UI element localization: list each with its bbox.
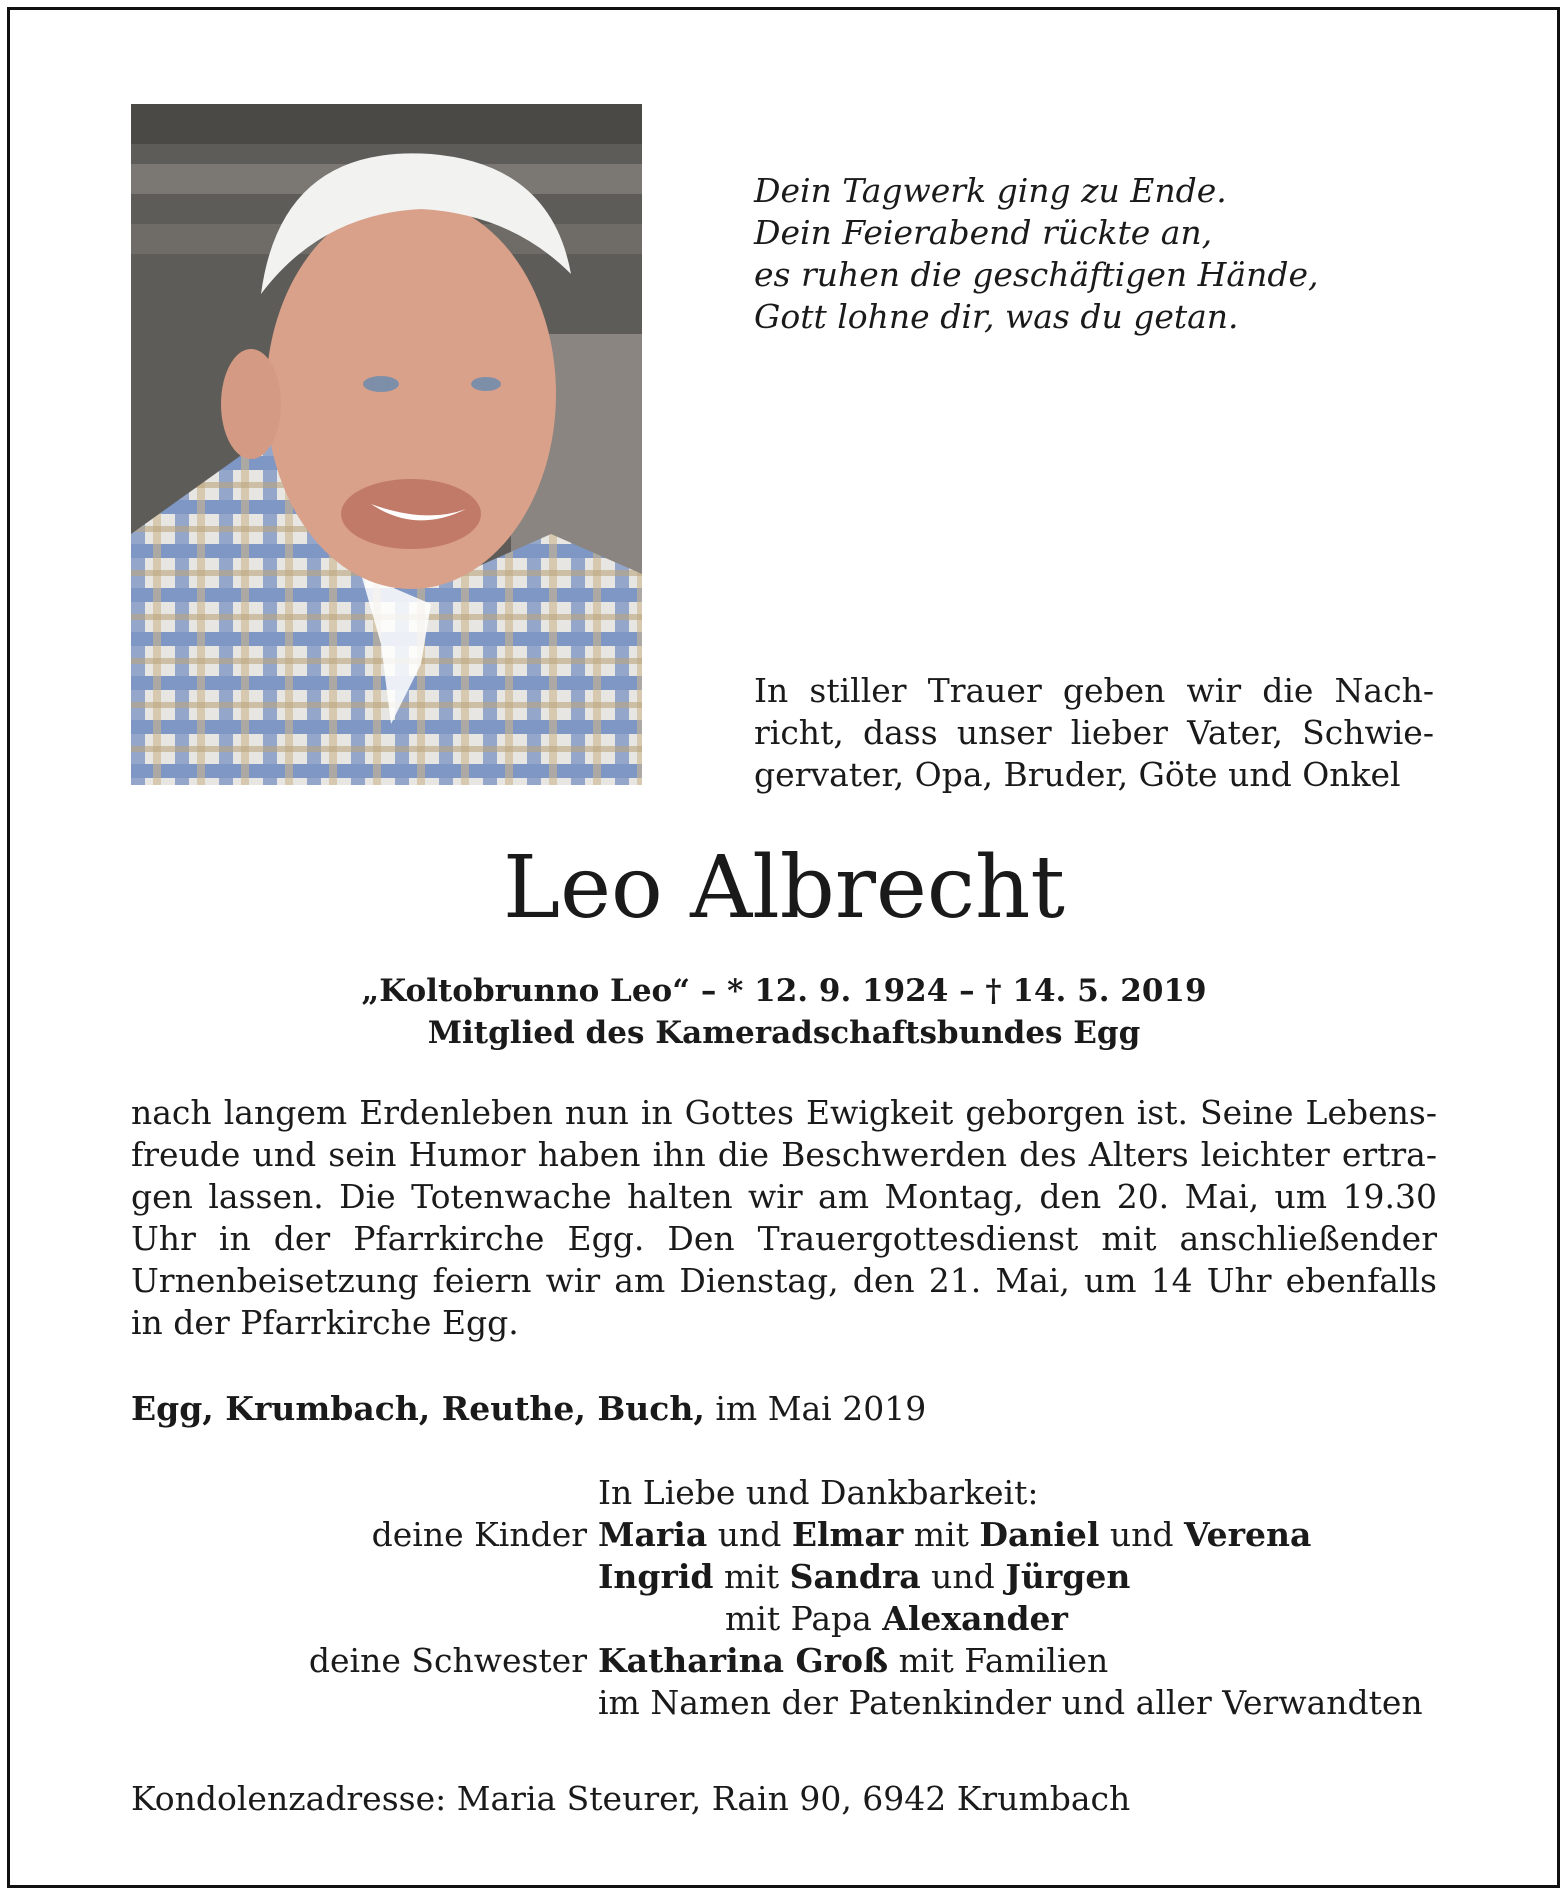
poem-line: Gott lohne dir, was du getan. bbox=[754, 297, 1239, 336]
name: Verena bbox=[1184, 1515, 1312, 1554]
children-label: deine Kinder bbox=[371, 1515, 587, 1554]
sister-label: deine Schwester bbox=[308, 1641, 587, 1680]
conjunction: und bbox=[1109, 1515, 1174, 1554]
name: Ingrid bbox=[598, 1557, 714, 1596]
relatives-line: im Namen der Patenkinder und aller Verwandten bbox=[598, 1683, 1423, 1722]
name: Sandra bbox=[789, 1557, 921, 1596]
sister-line bbox=[598, 1640, 1108, 1682]
poem-line: Dein Tagwerk ging zu Ende. bbox=[754, 171, 1227, 210]
nickname-and-dates: „Koltobrunno Leo“ – * 12. 9. 1924 – † 14. 5. 2019 bbox=[361, 973, 1207, 1009]
poem-line: Dein Feierabend rückte an, bbox=[754, 213, 1213, 252]
sister-suffix: mit Familien bbox=[898, 1641, 1109, 1680]
deceased-name: Leo Albrecht bbox=[503, 838, 1065, 938]
papa-line bbox=[725, 1598, 1068, 1640]
poem-line: es ruhen die geschäftigen Hände, bbox=[754, 255, 1319, 294]
papa-prefix: mit Papa bbox=[725, 1599, 872, 1638]
membership: Mitglied des Kameradschaftsbundes Egg bbox=[427, 1015, 1141, 1051]
name: Alexander bbox=[882, 1599, 1068, 1638]
name: Elmar bbox=[791, 1515, 904, 1554]
intro-line: richt, dass unser lieber Vater, Schwie- bbox=[754, 713, 1434, 752]
name: Daniel bbox=[979, 1515, 1100, 1554]
name: Maria bbox=[598, 1515, 708, 1554]
children-names-2 bbox=[598, 1556, 1130, 1598]
condolence-address: Kondolenzadresse: Maria Steurer, Rain 90, 6942 Krumbach bbox=[131, 1779, 1131, 1818]
body-line: in der Pfarrkirche Egg. bbox=[131, 1303, 519, 1342]
announcement-body bbox=[131, 1092, 1437, 1344]
children-names-1 bbox=[598, 1514, 1311, 1556]
announcement-intro bbox=[754, 670, 1434, 796]
body-line: Urnenbeisetzung feiern wir am Dienstag, den 21. Mai, um 14 Uhr ebenfalls bbox=[131, 1261, 1437, 1300]
conjunction: mit bbox=[724, 1557, 780, 1596]
intro-line: In stiller Trauer geben wir die Nach- bbox=[754, 671, 1434, 710]
conjunction: mit bbox=[913, 1515, 969, 1554]
life-dates bbox=[0, 970, 1568, 1054]
body-line: nach langem Erdenleben nun in Gottes Ewigkeit geborgen ist. Seine Lebens- bbox=[131, 1093, 1437, 1132]
date: im Mai 2019 bbox=[715, 1389, 927, 1428]
portrait-photo bbox=[131, 104, 642, 785]
name: Katharina Groß bbox=[598, 1641, 889, 1680]
body-line: Uhr in der Pfarrkirche Egg. Den Trauergottesdienst mit anschließender bbox=[131, 1219, 1437, 1258]
memorial-poem bbox=[754, 170, 1318, 338]
body-line: gen lassen. Die Totenwache halten wir am Montag, den 20. Mai, um 19.30 bbox=[131, 1177, 1437, 1216]
mourners-heading: In Liebe und Dankbarkeit: bbox=[598, 1473, 1039, 1512]
intro-line: gervater, Opa, Bruder, Göte und Onkel bbox=[754, 755, 1401, 794]
body-line: freude und sein Humor haben ihn die Beschwerden des Alters leichter ertra- bbox=[131, 1135, 1437, 1174]
towns: Egg, Krumbach, Reuthe, Buch, bbox=[131, 1389, 705, 1428]
conjunction: und bbox=[931, 1557, 995, 1596]
place-and-date bbox=[131, 1388, 926, 1430]
conjunction: und bbox=[717, 1515, 782, 1554]
name: Jürgen bbox=[1005, 1557, 1131, 1596]
